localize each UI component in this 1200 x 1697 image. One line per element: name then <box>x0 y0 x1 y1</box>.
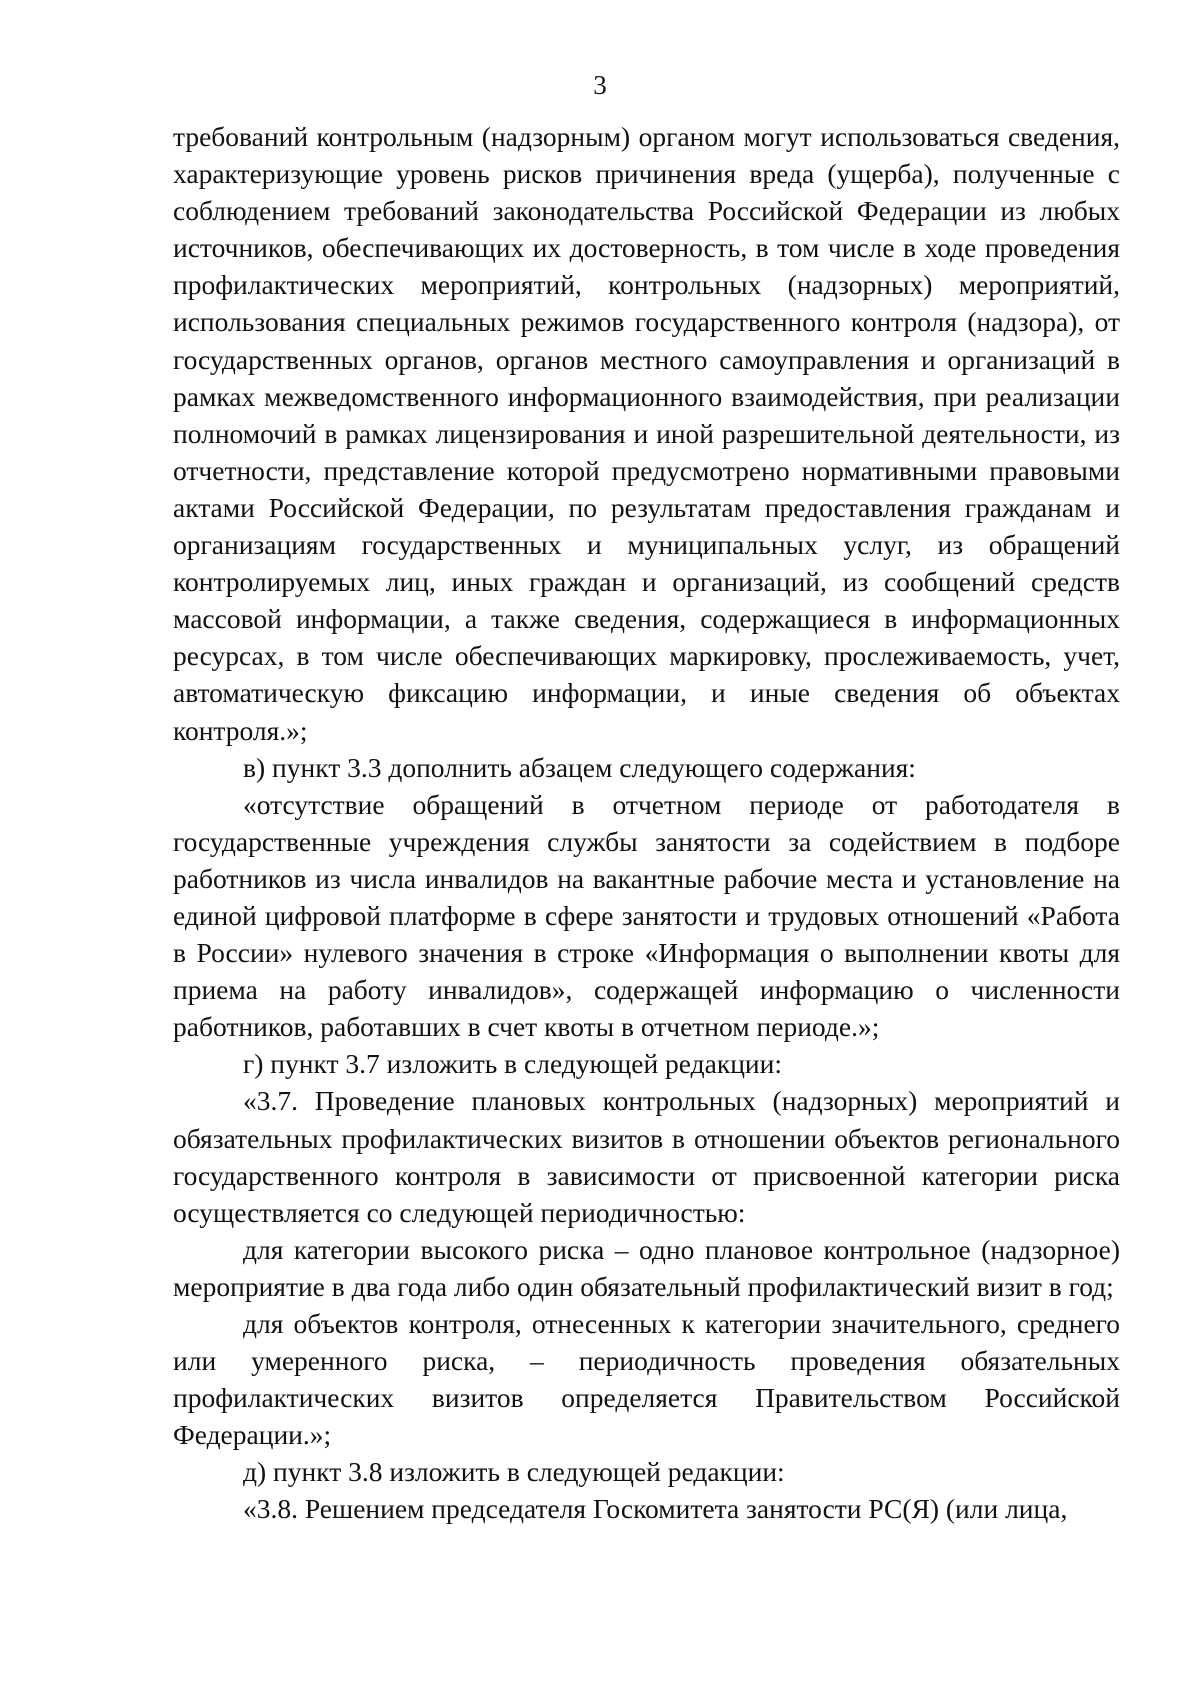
paragraph-continuation: требований контрольным (надзорным) органом могут использоваться сведения, характеризующие уровень рисков причинения вреда (ущерба), полученные с соблюдением требований законодательства Российской Федерации из любых источников, обеспечивающих их достоверность, в том числе в ходе проведения профилактических мероприятий, контрольных (надзорных) мероприятий, использования специальных режимов государственного контроля (надзора), от государственных органов, органов местного самоуправления и организаций в рамках межведомственного информационного взаимодействия, при реализации полномочий в рамках лицензирования и иной разрешительной деятельности, из отчетности, представление которой предусмотрено нормативными правовыми актами Российской Федерации, по результатам предоставления гражданам и организациям государственных и муниципальных услуг, из обращений контролируемых лиц, иных граждан и организаций, из сообщений средств массовой информации, а также сведения, содержащиеся в информационных ресурсах, в том числе обеспечивающих маркировку, прослеживаемость, учет, автоматическую фиксацию информации, и иные сведения об объектах контроля.»; <box>173 121 1120 746</box>
paragraph-clause-3-7: «3.7. Проведение плановых контрольных (надзорных) мероприятий и обязательных профилактических визитов в отношении объектов регионального государственного контроля в зависимости от присвоенной категории риска осуществляется со следующей периодичностью: <box>173 1085 1120 1228</box>
paragraph-other-risk: для объектов контроля, отнесенных к категории значительного, среднего или умеренного риска, – периодичность проведения обязательных профилактических визитов определяется Правительством Российской Федерации.»; <box>173 1308 1120 1451</box>
paragraph-item-d: д) пункт 3.8 изложить в следующей редакции: <box>243 1456 785 1488</box>
document-body <box>173 118 1120 1528</box>
paragraph-clause-3-8: «3.8. Решением председателя Госкомитета занятости РС(Я) (или лица, <box>243 1493 1068 1525</box>
paragraph-high-risk: для категории высокого риска – одно плановое контрольное (надзорное) мероприятие в два года либо один обязательный профилактический визит в год; <box>173 1233 1120 1302</box>
paragraph-item-v: в) пункт 3.3 дополнить абзацем следующего содержания: <box>243 751 916 783</box>
page-number: 3 <box>593 70 607 100</box>
paragraph-quote-absence: «отсутствие обращений в отчетном периоде от работодателя в государственные учреждения службы занятости за содействием в подборе работников из числа инвалидов на вакантные рабочие места и установление на единой цифровой платформе в сфере занятости и трудовых отношений «Работа в России» нулевого значения в строке «Информация о выполнении квоты для приема на работу инвалидов», содержащей информацию о численности работников, работавших в счет квоты в отчетном периоде.»; <box>173 788 1120 1043</box>
paragraph-item-g: г) пункт 3.7 изложить в следующей редакции: <box>243 1048 782 1080</box>
